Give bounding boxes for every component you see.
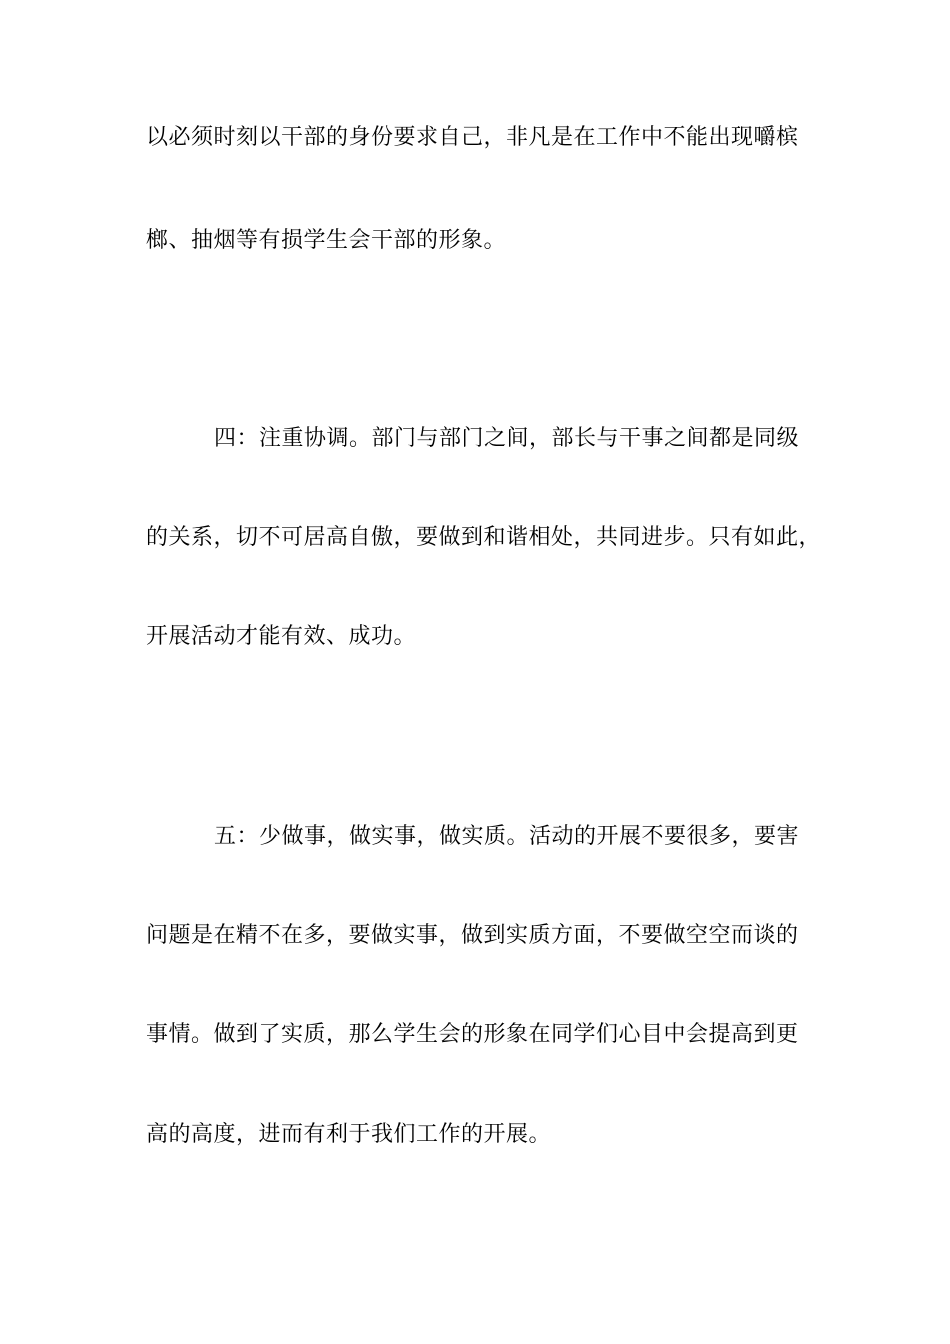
text-line: 五：少做事，做实事，做实质。活动的开展不要很多，要害 (214, 824, 800, 849)
text-line: 事情。做到了实质，那么学生会的形象在同学们心目中会提高到更 (146, 1022, 799, 1047)
text-line: 四：注重协调。部门与部门之间，部长与干事之间都是同级 (214, 426, 800, 451)
text-line: 以必须时刻以干部的身份要求自己，非凡是在工作中不能出现嚼槟 (146, 125, 799, 150)
text-line: 高的高度，进而有利于我们工作的开展。 (146, 1122, 552, 1147)
text-line: 的关系，切不可居高自傲，要做到和谐相处，共同进步。只有如此， (146, 525, 822, 550)
text-line: 榔、抽烟等有损学生会干部的形象。 (146, 228, 507, 253)
text-line: 问题是在精不在多，要做实事，做到实质方面，不要做空空而谈的 (146, 923, 799, 948)
text-line: 开展活动才能有效、成功。 (146, 624, 417, 649)
